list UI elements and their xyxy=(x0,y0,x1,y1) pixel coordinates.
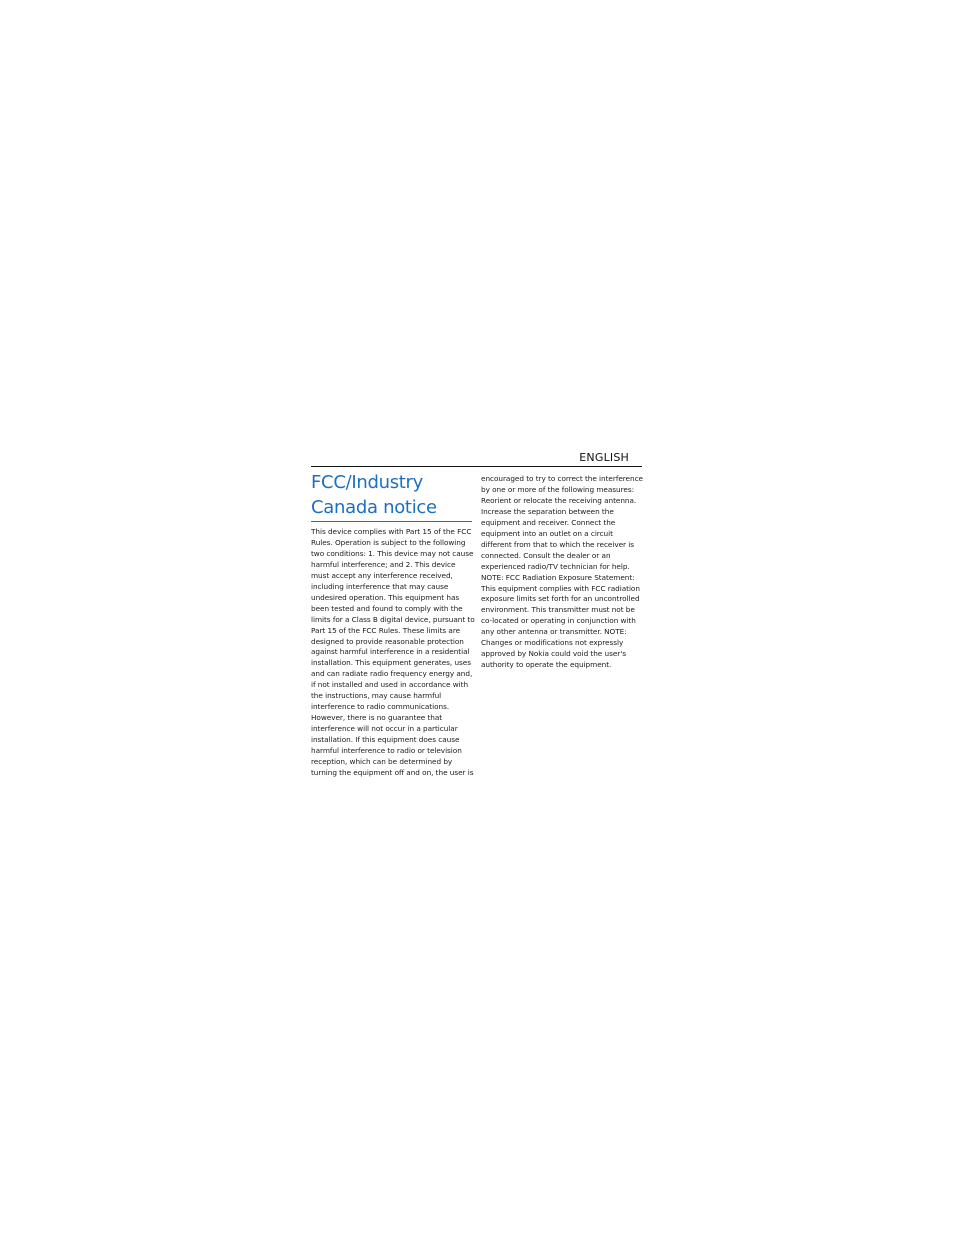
body-text-column-right: encouraged to try to correct the interference by one or more of the following measures: Reorient or relocate the receiving antenna. Increase the separation between the equipment and receiver. Connect the equipment into an outlet on a circuit different from that to which the receiver is connected. Consult the dealer or an experienced radio/TV technician for help. NOTE: FCC Radiation Exposure Statement: This equipment complies with FCC radiation exposure limits set forth for an uncontrolled environment. This transmitter must not be co-located or operating in conjunction with any other antenna or transmitter. NOTE: Changes or modifications not expressly approved by Nokia could void the user's authority to operate the equipment. xyxy=(481,474,643,670)
title-underline-rule xyxy=(311,521,472,522)
title-line-2: Canada notice xyxy=(311,497,437,518)
page-title xyxy=(311,470,481,520)
body-text-column-left: This device complies with Part 15 of the FCC Rules. Operation is subject to the following two conditions: 1. This device may not cause harmful interference; and 2. This device must accept any interference received, including interference that may cause undesired operation. This equipment has been tested and found to comply with the limits for a Class B digital device, pursuant to Part 15 of the FCC Rules. These limits are designed to provide reasonable protection against harmful interference in a residential installation. This equipment generates, uses and can radiate radio frequency energy and, if not installed and used in accordance with the instructions, may cause harmful interference to radio communications. However, there is no guarantee that interference will not occur in a particular installation. If this equipment does cause harmful interference to radio or television reception, which can be determined by turning the equipment off and on, the user is xyxy=(311,527,475,777)
title-line-1: FCC/Industry xyxy=(311,472,423,493)
header-rule xyxy=(311,466,642,467)
section-language-label: ENGLISH xyxy=(579,451,629,464)
